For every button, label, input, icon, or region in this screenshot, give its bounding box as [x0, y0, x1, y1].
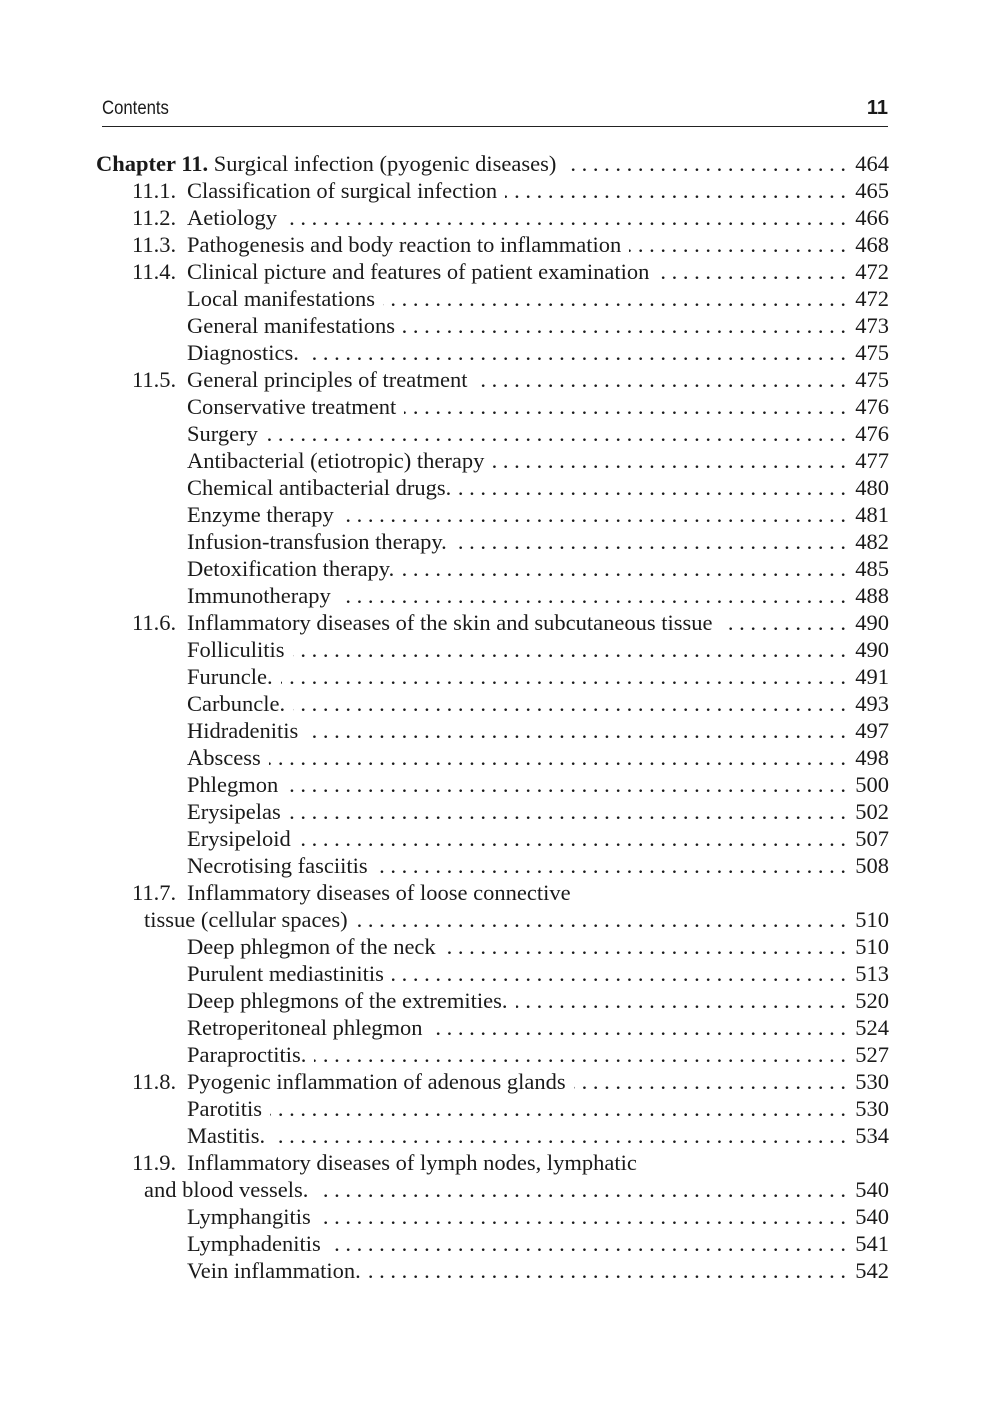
- chapter-label: [96, 150, 556, 177]
- toc-subsection-row: [96, 582, 889, 609]
- chapter-page: 464: [855, 151, 889, 176]
- dot-leader: [293, 636, 846, 663]
- toc-page: 482: [855, 529, 889, 554]
- dot-leader: [444, 933, 846, 960]
- dot-leader: [293, 690, 846, 717]
- dot-leader: [376, 852, 846, 879]
- toc-subsection-row: [96, 447, 889, 474]
- toc-label: [132, 204, 277, 231]
- toc-subsection-row: [96, 717, 889, 744]
- section-title-continuation: tissue (cellular spaces): [144, 907, 348, 932]
- toc-page: 490: [855, 610, 889, 635]
- toc-subsection-row: [96, 501, 889, 528]
- section-title: General principles of treatment: [187, 367, 468, 392]
- toc-subsection-row: [96, 933, 889, 960]
- dot-leader: [431, 1014, 846, 1041]
- toc-page: 530: [855, 1096, 889, 1121]
- dot-leader: [289, 798, 846, 825]
- subsection-title: Surgery: [187, 421, 258, 446]
- toc-page: 472: [855, 259, 889, 284]
- toc-subsection-row: [96, 960, 889, 987]
- toc-section-row: [96, 879, 889, 906]
- section-number: 11.5.: [132, 367, 177, 392]
- toc-page: 497: [855, 718, 889, 743]
- toc-page: 468: [855, 232, 889, 257]
- subsection-title: Detoxification therapy.: [187, 556, 395, 581]
- subsection-title: Paraproctitis.: [187, 1042, 307, 1067]
- toc-subsection-row: [96, 1014, 889, 1041]
- toc-page: 466: [855, 205, 889, 230]
- dot-leader: [314, 1041, 846, 1068]
- section-number: 11.6.: [132, 610, 177, 635]
- toc-page: 476: [855, 421, 889, 446]
- subsection-title: Deep phlegmon of the neck: [187, 934, 436, 959]
- running-title: Contents: [102, 98, 169, 119]
- dot-leader: [564, 150, 846, 177]
- toc-label: [132, 609, 713, 636]
- toc-page: 520: [855, 988, 889, 1013]
- subsection-title: General manifestations: [187, 313, 396, 338]
- toc-page: 513: [855, 961, 889, 986]
- toc-page: 465: [855, 178, 889, 203]
- toc-subsection-row: [96, 798, 889, 825]
- subsection-title: Lymphangitis: [187, 1204, 311, 1229]
- toc-page: 472: [855, 286, 889, 311]
- toc-subsection-row: [96, 528, 889, 555]
- toc-page: 527: [855, 1042, 889, 1067]
- toc-page: 542: [855, 1258, 889, 1283]
- subsection-title: Abscess: [187, 745, 261, 770]
- toc-subsection-row: [96, 474, 889, 501]
- dot-leader: [285, 204, 846, 231]
- toc-subsection-row: [96, 1095, 889, 1122]
- toc-page: 475: [855, 340, 889, 365]
- toc-section-row: [96, 1149, 889, 1176]
- subsection-title: Diagnostics.: [187, 340, 299, 365]
- toc-subsection-row: [96, 285, 889, 312]
- subsection-title: Mastitis.: [187, 1123, 266, 1148]
- toc-page: 476: [855, 394, 889, 419]
- toc-section-row: [96, 609, 889, 636]
- dot-leader: [403, 312, 846, 339]
- subsection-title: Purulent mediastinitis: [187, 961, 384, 986]
- section-title: Pathogenesis and body reaction to inflammation: [187, 232, 622, 257]
- toc-page: 540: [855, 1204, 889, 1229]
- toc-page: 534: [855, 1123, 889, 1148]
- subsection-title: Hidradenitis: [187, 718, 299, 743]
- dot-leader: [306, 717, 846, 744]
- toc-subsection-row: [96, 663, 889, 690]
- subsection-title: Erysipeloid: [187, 826, 291, 851]
- dot-leader: [270, 1095, 846, 1122]
- subsection-title: Deep phlegmons of the extremities.: [187, 988, 508, 1013]
- dot-leader: [404, 393, 846, 420]
- section-title: Clinical picture and features of patient examination: [187, 259, 650, 284]
- subsection-title: Retroperitoneal phlegmon: [187, 1015, 423, 1040]
- dot-leader: [459, 474, 846, 501]
- toc-subsection-row: [96, 987, 889, 1014]
- dot-leader: [574, 1068, 846, 1095]
- toc-subsection-row: [96, 1041, 889, 1068]
- toc-label: [132, 879, 571, 906]
- dot-leader: [476, 366, 846, 393]
- subsection-title: Lymphadenitis: [187, 1231, 321, 1256]
- chapter-title: Surgical infection (pyogenic diseases): [213, 151, 557, 176]
- toc-label: [132, 1149, 637, 1176]
- toc-subsection-row: [96, 393, 889, 420]
- dot-leader: [339, 582, 846, 609]
- toc-page: 524: [855, 1015, 889, 1040]
- toc-page: 541: [855, 1231, 889, 1256]
- section-number: 11.1.: [132, 178, 177, 203]
- chapter-number: Chapter 11.: [96, 151, 209, 176]
- section-title: Inflammatory diseases of the skin and subcutaneous tissue: [187, 610, 713, 635]
- toc-label: [132, 1068, 566, 1095]
- dot-leader: [307, 339, 846, 366]
- toc-section-row: [96, 204, 889, 231]
- section-title: Inflammatory diseases of loose connective: [187, 880, 571, 905]
- subsection-title: Folliculitis: [187, 637, 285, 662]
- subsection-title: Furuncle.: [187, 664, 273, 689]
- section-number: 11.3.: [132, 232, 177, 257]
- toc-page: 507: [855, 826, 889, 851]
- toc-subsection-row: [96, 852, 889, 879]
- toc-page: 491: [855, 664, 889, 689]
- toc-label: [132, 177, 497, 204]
- section-number: 11.4.: [132, 259, 177, 284]
- toc-subsection-row: [96, 636, 889, 663]
- subsection-title: Antibacterial (etiotropic) therapy: [187, 448, 485, 473]
- running-header: [102, 96, 888, 127]
- section-number: 11.8.: [132, 1069, 177, 1094]
- section-title: Classification of surgical infection: [187, 178, 498, 203]
- toc-subsection-row: [96, 1230, 889, 1257]
- dot-leader: [402, 555, 846, 582]
- dot-leader: [492, 447, 846, 474]
- subsection-title: Enzyme therapy: [187, 502, 334, 527]
- toc-subsection-row: [96, 1203, 889, 1230]
- toc-section-continuation-row: [96, 1176, 889, 1203]
- toc-page: 530: [855, 1069, 889, 1094]
- toc-page: 481: [855, 502, 889, 527]
- section-number: 11.2.: [132, 205, 177, 230]
- toc-section-row: [96, 366, 889, 393]
- dot-leader: [721, 609, 846, 636]
- dot-leader: [516, 987, 846, 1014]
- subsection-title: Erysipelas: [187, 799, 281, 824]
- dot-leader: [505, 177, 846, 204]
- toc-page: 500: [855, 772, 889, 797]
- subsection-title: Vein inflammation.: [187, 1258, 361, 1283]
- subsection-title: Infusion-transfusion therapy.: [187, 529, 447, 554]
- chapter-row: [96, 150, 889, 177]
- section-number: 11.7.: [132, 880, 177, 905]
- dot-leader: [319, 1203, 846, 1230]
- subsection-title: Phlegmon: [187, 772, 279, 797]
- toc-section-row: [96, 1068, 889, 1095]
- toc-page: 502: [855, 799, 889, 824]
- dot-leader: [329, 1230, 846, 1257]
- toc-page: 498: [855, 745, 889, 770]
- dot-leader: [266, 420, 846, 447]
- dot-leader: [273, 1122, 846, 1149]
- toc-page: 475: [855, 367, 889, 392]
- toc-page: 493: [855, 691, 889, 716]
- subsection-title: Carbuncle.: [187, 691, 286, 716]
- subsection-title: Chemical antibacterial drugs.: [187, 475, 452, 500]
- toc-label: [132, 366, 468, 393]
- toc-section-row: [96, 177, 889, 204]
- dot-leader: [286, 771, 846, 798]
- toc-section-row: [96, 231, 889, 258]
- toc-subsection-row: [96, 420, 889, 447]
- toc-page: 473: [855, 313, 889, 338]
- dot-leader: [657, 258, 846, 285]
- toc-subsection-row: [96, 555, 889, 582]
- dot-leader: [281, 663, 846, 690]
- toc-page: 540: [855, 1177, 889, 1202]
- section-title: Aetiology: [187, 205, 277, 230]
- dot-leader: [455, 528, 846, 555]
- dot-leader: [383, 285, 846, 312]
- toc-label: [132, 258, 649, 285]
- section-title: Pyogenic inflammation of adenous glands: [187, 1069, 566, 1094]
- table-of-contents: [96, 150, 889, 1284]
- subsection-title: Parotitis: [187, 1096, 263, 1121]
- section-number: 11.9.: [132, 1150, 177, 1175]
- dot-leader: [316, 1176, 846, 1203]
- toc-page: 485: [855, 556, 889, 581]
- toc-page: 490: [855, 637, 889, 662]
- toc-page: 510: [855, 907, 889, 932]
- subsection-title: Local manifestations: [187, 286, 376, 311]
- toc-subsection-row: [96, 1122, 889, 1149]
- section-title: Inflammatory diseases of lymph nodes, lymphatic: [187, 1150, 637, 1175]
- toc-page: 488: [855, 583, 889, 608]
- dot-leader: [342, 501, 846, 528]
- subsection-title: Immunotherapy: [187, 583, 331, 608]
- dot-leader: [299, 825, 846, 852]
- toc-page: 510: [855, 934, 889, 959]
- toc-subsection-row: [96, 771, 889, 798]
- subsection-title: Necrotising fasciitis: [187, 853, 368, 878]
- dot-leader: [269, 744, 846, 771]
- dot-leader: [392, 960, 846, 987]
- toc-section-row: [96, 258, 889, 285]
- toc-subsection-row: [96, 744, 889, 771]
- toc-subsection-row: [96, 312, 889, 339]
- toc-page: 477: [855, 448, 889, 473]
- page-number: 11: [866, 97, 888, 119]
- toc-subsection-row: [96, 825, 889, 852]
- toc-page: 508: [855, 853, 889, 878]
- toc-subsection-row: [96, 339, 889, 366]
- toc-page: 480: [855, 475, 889, 500]
- toc-section-continuation-row: [96, 906, 889, 933]
- toc-label: [132, 231, 621, 258]
- section-title-continuation: and blood vessels.: [144, 1177, 309, 1202]
- dot-leader: [356, 906, 846, 933]
- dot-leader: [369, 1257, 846, 1284]
- dot-leader: [629, 231, 846, 258]
- toc-subsection-row: [96, 1257, 889, 1284]
- toc-subsection-row: [96, 690, 889, 717]
- subsection-title: Conservative treatment: [187, 394, 397, 419]
